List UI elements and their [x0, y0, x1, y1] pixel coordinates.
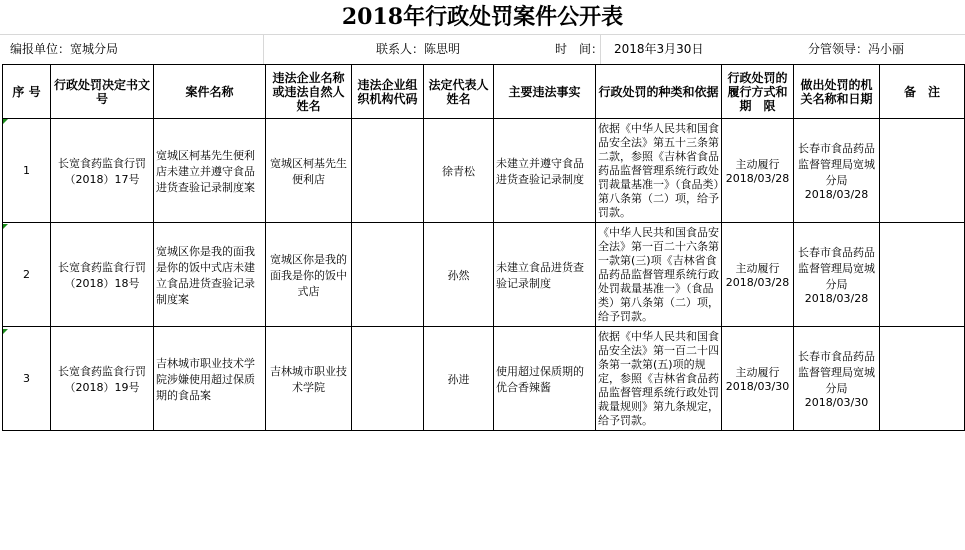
- org-code: [352, 223, 424, 327]
- header-cell: 案件名称: [154, 65, 266, 119]
- case-name: 吉林城市职业技术学院涉嫌使用超过保质期的食品案: [154, 327, 266, 431]
- performance-method: 主动履行: [735, 366, 780, 379]
- time-label: 时 间：: [555, 42, 604, 56]
- row-number: 3: [3, 327, 51, 431]
- authority-name: 长春市食品药品监督管理局宽城分局: [798, 142, 875, 187]
- table-row: [3, 119, 965, 223]
- penalty-basis: 依据《中华人民共和国食品安全法》第五十三条第二款，参照《吉林省食品药品监督管理系统行政处罚裁量基准一》（食品类）第八条第（二）项，给予罚款。: [598, 121, 719, 219]
- header-cell: 法定代表人姓名: [424, 65, 494, 119]
- authority-cell: [794, 327, 880, 431]
- authority-date: 2018/03/28: [804, 292, 869, 305]
- reporting-unit: 编报单位：宽城分局: [10, 42, 119, 56]
- penalty-basis-cell: [596, 327, 722, 431]
- header-cell: 违法企业名称或违法自然人姓名: [266, 65, 352, 119]
- penalty-table: [2, 64, 965, 431]
- header-cell: 违法企业组织机构代码: [352, 65, 424, 119]
- legal-representative: 孙然: [424, 223, 494, 327]
- table-header-row: [3, 65, 965, 119]
- page-title: 2018年行政处罚案件公开表: [341, 4, 624, 30]
- leader-in-charge: 分管领导：冯小丽: [808, 42, 905, 56]
- performance-date: 2018/03/28: [725, 276, 790, 289]
- cell-comment-marker: [3, 224, 8, 229]
- violator-name: 吉林城市职业技术学院: [266, 327, 352, 431]
- report-date: 2018年3月30日: [614, 42, 704, 56]
- header-cell: 序 号: [3, 65, 51, 119]
- decision-doc-number: 长宽食药监食行罚（2018）19号: [51, 327, 154, 431]
- penalty-basis: 《中华人民共和国食品安全法》第一百二十六条第一款第(三)项《吉林省食品药品监督管理系统行政处罚裁量基准一》（食品类）第八条第（二）项，给予罚款。: [598, 225, 719, 323]
- row-number: 1: [3, 119, 51, 223]
- cell-comment-marker: [3, 119, 8, 124]
- performance-cell: [722, 119, 794, 223]
- authority-cell: [794, 119, 880, 223]
- legal-representative: 徐青松: [424, 119, 494, 223]
- performance-cell: [722, 327, 794, 431]
- violation-facts: 未建立食品进货查验记录制度: [494, 223, 596, 327]
- remarks: [880, 327, 965, 431]
- header-cell: 主要违法事实: [494, 65, 596, 119]
- authority-date: 2018/03/30: [804, 396, 869, 409]
- org-code: [352, 327, 424, 431]
- row-number: 2: [3, 223, 51, 327]
- header-cell: 行政处罚决定书文号: [51, 65, 154, 119]
- penalty-basis: 依据《中华人民共和国食品安全法》第一百二十四条第一款第(五)项的规定，参照《吉林省食品药品监督管理系统行政处罚裁量规则》第九条规定，给予罚款。: [598, 329, 719, 427]
- violation-facts: 使用超过保质期的优合香辣酱: [494, 327, 596, 431]
- header-cell: 行政处罚的履行方式和期 限: [722, 65, 794, 119]
- cell-comment-marker: [3, 329, 8, 334]
- violator-name: 宽城区柯基先生便利店: [266, 119, 352, 223]
- authority-name: 长春市食品药品监督管理局宽城分局: [798, 246, 875, 291]
- org-code: [352, 119, 424, 223]
- case-name: 宽城区柯基先生便利店未建立并遵守食品进货查验记录制度案: [154, 119, 266, 223]
- violator-name: 宽城区你是我的面我是你的饭中式店: [266, 223, 352, 327]
- report-meta: [0, 34, 965, 64]
- penalty-basis-cell: [596, 223, 722, 327]
- remarks: [880, 223, 965, 327]
- remarks: [880, 119, 965, 223]
- decision-doc-number: 长宽食药监食行罚（2018）18号: [51, 223, 154, 327]
- table-row: [3, 327, 965, 431]
- header-cell: 做出处罚的机关名称和日期: [794, 65, 880, 119]
- performance-cell: [722, 223, 794, 327]
- contact-person: 联系人：陈思明: [376, 42, 461, 56]
- performance-method: 主动履行: [735, 158, 780, 171]
- table-row: [3, 223, 965, 327]
- violation-facts: 未建立并遵守食品进货查验记录制度: [494, 119, 596, 223]
- authority-cell: [794, 223, 880, 327]
- authority-name: 长春市食品药品监督管理局宽城分局: [798, 350, 875, 395]
- header-cell: 行政处罚的种类和依据: [596, 65, 722, 119]
- legal-representative: 孙进: [424, 327, 494, 431]
- performance-date: 2018/03/30: [725, 380, 790, 393]
- case-name: 宽城区你是我的面我是你的饭中式店未建立食品进货查验记录制度案: [154, 223, 266, 327]
- penalty-basis-cell: [596, 119, 722, 223]
- performance-date: 2018/03/28: [725, 172, 790, 185]
- header-cell: 备 注: [880, 65, 965, 119]
- decision-doc-number: 长宽食药监食行罚（2018）17号: [51, 119, 154, 223]
- authority-date: 2018/03/28: [804, 188, 869, 201]
- performance-method: 主动履行: [735, 262, 780, 275]
